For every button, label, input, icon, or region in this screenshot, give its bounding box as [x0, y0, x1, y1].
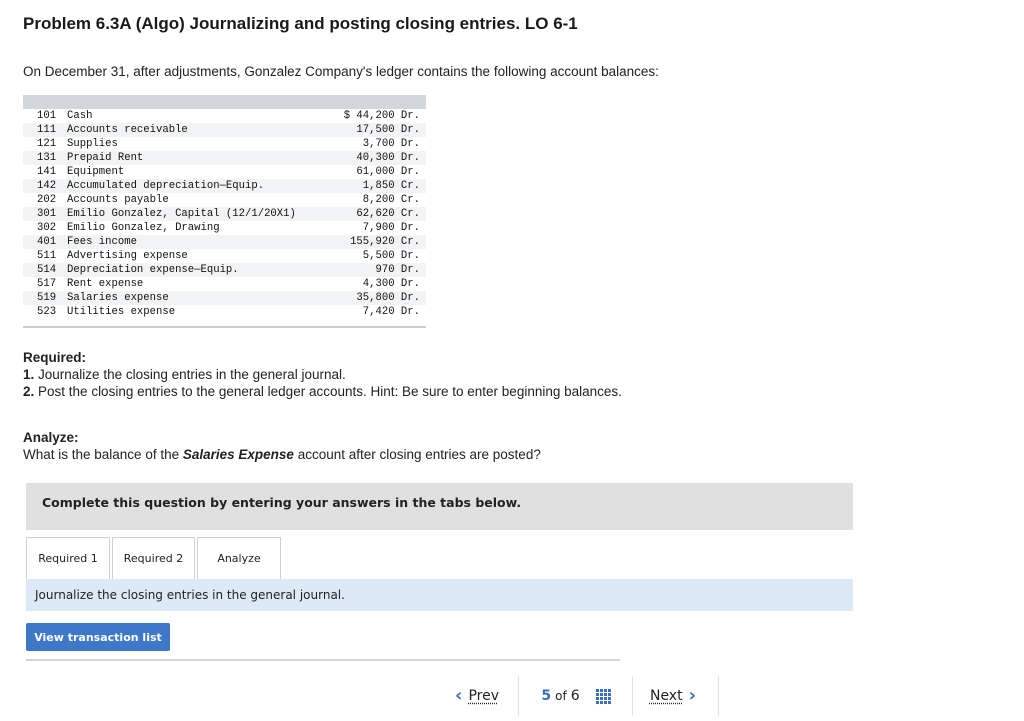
- tab-required-2[interactable]: Required 2: [112, 537, 195, 579]
- ledger-row: [23, 277, 426, 291]
- account-number: 202: [37, 194, 57, 206]
- analyze-heading: Analyze:: [23, 430, 79, 445]
- next-label: Next: [649, 688, 683, 704]
- account-balance: 7,900 Dr.: [362, 222, 420, 234]
- account-number: 121: [37, 138, 57, 150]
- account-balance: 17,500 Dr.: [356, 124, 420, 136]
- account-number: 523: [37, 306, 57, 318]
- ledger-row: [23, 109, 426, 123]
- ledger-row: [23, 263, 426, 277]
- required-item-text: Post the closing entries to the general ledger accounts. Hint: Be sure to enter beginning balances.: [38, 384, 622, 399]
- chevron-right-icon: ›: [688, 685, 697, 706]
- required-item-number: 1.: [23, 367, 35, 382]
- account-number: 101: [37, 110, 57, 122]
- ledger-row: [23, 179, 426, 193]
- account-balance: 62,620 Cr.: [356, 208, 420, 220]
- required-item-text: Journalize the closing entries in the general journal.: [38, 367, 346, 382]
- total-pages: 6: [570, 688, 580, 704]
- required-heading: Required:: [23, 350, 87, 365]
- account-number: 514: [37, 264, 57, 276]
- account-number: 141: [37, 166, 57, 178]
- divider: [26, 659, 620, 661]
- ledger-row: [23, 207, 426, 221]
- grid-icon[interactable]: [596, 689, 611, 704]
- ledger-row: [23, 221, 426, 235]
- ledger-row: [23, 193, 426, 207]
- account-balance: 61,000 Dr.: [356, 166, 420, 178]
- account-name: Accounts payable: [67, 194, 169, 206]
- pager-divider: [518, 676, 519, 716]
- prev-label: Prev: [468, 688, 499, 704]
- next-button[interactable]: [634, 676, 718, 716]
- account-number: 511: [37, 250, 57, 262]
- view-transaction-list-button[interactable]: View transaction list: [26, 623, 170, 651]
- ledger-row: [23, 151, 426, 165]
- analyze-question-account: Salaries Expense: [182, 447, 294, 462]
- account-name: Emilio Gonzalez, Drawing: [67, 222, 220, 234]
- tab-panel-instruction: Journalize the closing entries in the general journal.: [26, 579, 853, 611]
- account-name: Equipment: [67, 166, 125, 178]
- analyze-question-end: account after closing entries are posted?: [293, 447, 541, 462]
- account-name: Cash: [67, 110, 93, 122]
- account-balance: 5,500 Dr.: [362, 250, 420, 262]
- account-name: Rent expense: [67, 278, 144, 290]
- ledger-row: [23, 249, 426, 263]
- analyze-question: [23, 447, 541, 462]
- ledger-row: [23, 123, 426, 137]
- account-balance: 8,200 Cr.: [362, 194, 420, 206]
- account-name: Salaries expense: [67, 292, 169, 304]
- account-number: 401: [37, 236, 57, 248]
- pager-divider: [718, 676, 719, 716]
- analyze-question-start: What is the balance of the: [23, 447, 183, 462]
- account-balance: 40,300 Dr.: [356, 152, 420, 164]
- account-number: 301: [37, 208, 57, 220]
- tab-analyze[interactable]: Analyze: [197, 537, 281, 579]
- account-balance: 4,300 Dr.: [362, 278, 420, 290]
- account-name: Supplies: [67, 138, 118, 150]
- page-indicator: [520, 676, 632, 716]
- account-name: Prepaid Rent: [67, 152, 144, 164]
- pager-divider: [632, 676, 633, 716]
- ledger-row: [23, 305, 426, 319]
- account-balance: 1,850 Cr.: [362, 180, 420, 192]
- account-name: Depreciation expense—Equip.: [67, 264, 239, 276]
- current-page: 5: [541, 688, 552, 704]
- page-of: of: [555, 689, 567, 703]
- instruction-banner: Complete this question by entering your answers in the tabs below.: [26, 483, 853, 530]
- required-item-2: [23, 384, 622, 399]
- ledger-row: [23, 137, 426, 151]
- page-title: Problem 6.3A (Algo) Journalizing and posting closing entries. LO 6-1: [23, 14, 578, 33]
- account-number: 131: [37, 152, 57, 164]
- account-name: Fees income: [67, 236, 137, 248]
- account-balance: 35,800 Dr.: [356, 292, 420, 304]
- account-balance: $ 44,200 Dr.: [343, 110, 420, 122]
- intro-text: On December 31, after adjustments, Gonzalez Company's ledger contains the following account balances:: [23, 64, 659, 79]
- account-balance: 155,920 Cr.: [350, 236, 420, 248]
- account-number: 111: [37, 124, 57, 136]
- account-number: 302: [37, 222, 57, 234]
- account-name: Advertising expense: [67, 250, 188, 262]
- required-item-number: 2.: [23, 384, 35, 399]
- ledger-table: [23, 95, 426, 328]
- required-item-1: [23, 367, 346, 382]
- account-balance: 7,420 Dr.: [362, 306, 420, 318]
- account-name: Accounts receivable: [67, 124, 188, 136]
- account-name: Accumulated depreciation—Equip.: [67, 180, 265, 192]
- ledger-row: [23, 235, 426, 249]
- answer-tabs: [26, 537, 283, 579]
- account-balance: 3,700 Dr.: [362, 138, 420, 150]
- account-number: 517: [37, 278, 57, 290]
- account-name: Emilio Gonzalez, Capital (12/1/20X1): [67, 208, 296, 220]
- account-number: 142: [37, 180, 57, 192]
- ledger-row: [23, 291, 426, 305]
- account-number: 519: [37, 292, 57, 304]
- tab-required-1[interactable]: Required 1: [26, 537, 110, 579]
- ledger-row: [23, 165, 426, 179]
- account-name: Utilities expense: [67, 306, 176, 318]
- prev-button[interactable]: [430, 676, 518, 716]
- chevron-left-icon: ‹: [455, 685, 463, 706]
- account-balance: 970 Dr.: [375, 264, 420, 276]
